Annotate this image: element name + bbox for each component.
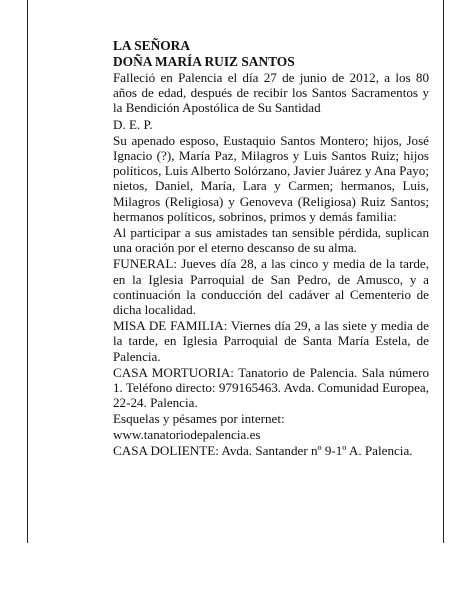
- death-announcement: Falleció en Palencia el día 27 de junio de 2012, a los 80 años de edad, después de recibir los Santos Sacramentos y la Bendición Apostólica de Su Santidad: [113, 70, 429, 116]
- prayer-request: Al participar a sus amistades tan sensible pérdida, suplican una oración por el eterno descanso de su alma.: [113, 225, 429, 256]
- funeral-info: FUNERAL: Jueves día 28, a las cinco y media de la tarde, en la Iglesia Parroquial de San Pedro, de Amusco, y a continuación la conducción del cadáver al Cementerio de dicha localidad.: [113, 256, 429, 318]
- family-list: Su apenado esposo, Eustaquio Santos Montero; hijos, José Ignacio (?), María Paz, Milagros y Luis Santos Ruiz; hijos políticos, Luis Alberto Solórzano, Javier Juárez y Ana Payo; nietos, Daniel, María, Lara y Carmen; hermanos, Luis, Milagros (Religiosa) y Genoveva (Religiosa) Ruiz Santos; hermanos políticos, sobrinos, primos y demás familia:: [113, 132, 429, 224]
- deceased-name: DOÑA MARÍA RUIZ SANTOS: [113, 54, 295, 69]
- right-border-line: [443, 0, 444, 543]
- internet-condolences-label: Esquelas y pésames por internet:: [113, 411, 285, 427]
- funeral-home-website: www.tanatoriodepalencia.es: [113, 426, 261, 442]
- family-mass-info: MISA DE FAMILIA: Viernes día 29, a las siete y media de la tarde, en Iglesia Parroquial de Santa María Estela, de Palencia.: [113, 318, 429, 364]
- dep-line: D. E. P.: [113, 116, 153, 132]
- mourning-home-address: CASA DOLIENTE: Avda. Santander nº 9-1º A. Palencia.: [113, 442, 413, 458]
- notice-title-line-1: LA SEÑORA: [113, 38, 191, 53]
- left-border-line: [27, 0, 28, 543]
- mortuary-info: CASA MORTUORIA: Tanatorio de Palencia. Sala número 1. Teléfono directo: 979165463. Avda. Comunidad Europea, 22-24. Palencia.: [113, 364, 429, 411]
- obituary-notice: [113, 38, 429, 459]
